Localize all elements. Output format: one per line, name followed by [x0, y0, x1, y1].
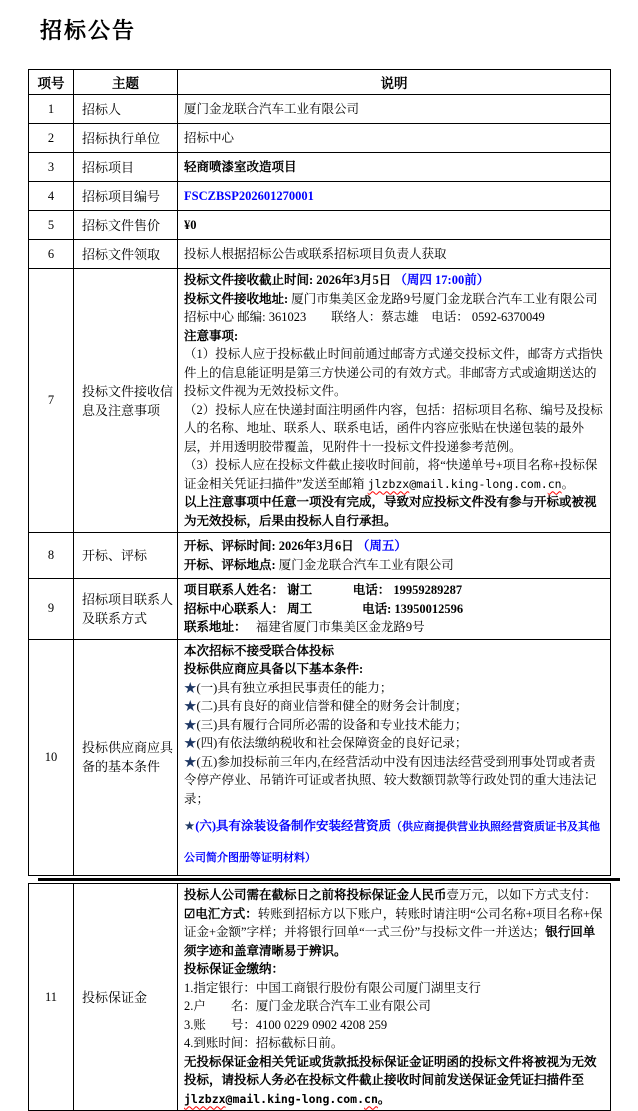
text-segment: (三)具有履行合同所必需的设备和专业技术能力；: [196, 717, 468, 732]
paragraph: [184, 1053, 604, 1109]
paragraph: [184, 401, 604, 457]
text-segment: 开标、评标时间: 2026年3月6日: [184, 539, 357, 553]
row-subject: 招标执行单位: [74, 124, 178, 153]
text-segment: （周四 17:00前）: [394, 273, 490, 287]
row-subject: 招标项目: [74, 153, 178, 182]
text-segment: (四)有依法缴纳税收和社会保障资金的良好记录；: [196, 736, 468, 750]
text-segment: 招标中心联系人： 周工 电话: 13950012596: [184, 601, 464, 616]
text-segment: （3）投标人应在投标文件截止接收时间前，将“快递单号+项目名称+投标保证金相关凭证扫描件”发送至邮箱: [184, 458, 598, 491]
paragraph: [184, 600, 604, 619]
text-segment: 本次招标不接受联合体投标: [184, 643, 335, 658]
text-segment: @mail.king-long.com.: [409, 476, 548, 491]
row-subject: 投标供应商应具备的基本条件: [74, 639, 178, 876]
star-icon: ★: [184, 680, 197, 695]
text-segment: 福建省厦门市集美区金龙路9号: [240, 620, 425, 634]
text-segment: ¥0: [184, 217, 197, 232]
text-segment: ☑: [184, 906, 196, 921]
text-segment: 开标、评标地点:: [184, 557, 279, 572]
row-description: [178, 884, 611, 1111]
text-segment: 招标中心: [184, 130, 235, 145]
row-subject: 招标文件售价: [74, 211, 178, 240]
page: [0, 14, 638, 1106]
paragraph: [184, 979, 604, 998]
table-row: [29, 211, 611, 240]
star-icon: ★: [184, 699, 197, 713]
star-icon: ★: [184, 819, 196, 833]
table-row: [29, 124, 611, 153]
paragraph: [184, 100, 604, 119]
text-segment: 投标保证金缴纳：: [184, 962, 285, 976]
row-description: [178, 269, 611, 533]
paragraph: [184, 327, 604, 346]
text-segment: 厦门金龙联合汽车工业有限公司: [184, 101, 360, 116]
text-segment: 投标文件接收地址:: [184, 291, 292, 306]
paragraph: [184, 679, 604, 698]
row-item-number: 11: [29, 884, 74, 1111]
row-item-number: 2: [29, 124, 74, 153]
row-item-number: 4: [29, 182, 74, 211]
paragraph: [184, 271, 604, 290]
row-subject: 招标人: [74, 95, 178, 124]
paragraph: [184, 456, 604, 493]
paragraph: [184, 660, 604, 679]
paragraph: [184, 158, 604, 177]
text-segment: 4.到账时间：招标截标日前。: [184, 1036, 344, 1050]
text-segment: 无投标保证金相关凭证或货款抵投标保证金证明函的投标文件将被视为无效投标，请投标人务必在投标文件截止接收时间前发送保证金凭证扫描件至: [184, 1054, 597, 1087]
row-description: [178, 533, 611, 579]
paragraph: [184, 129, 604, 148]
paragraph: [184, 1034, 604, 1053]
email-text: jlzbzx: [184, 1091, 226, 1106]
text-segment: 联系地址：: [184, 620, 241, 634]
paragraph: [184, 808, 604, 873]
text-segment: FSCZBSP202601270001: [184, 188, 314, 203]
row-description: [178, 95, 611, 124]
row-item-number: 8: [29, 533, 74, 579]
row-description: [178, 211, 611, 240]
text-segment: (一)具有独立承担民事责任的能力；: [196, 680, 393, 695]
text-segment: 壹万元，以如下方式支付：: [446, 888, 597, 902]
table-row: [29, 95, 611, 124]
paragraph: [184, 187, 604, 206]
text-segment: 注意事项:: [184, 328, 239, 343]
paragraph: [184, 1016, 604, 1035]
email-text: cn: [547, 476, 562, 491]
text-segment: （1）投标人应于投标截止时间前通过邮寄方式递交投标文件，邮寄方式指快件上的信息能证明是第三方快递公司的有效方式。非邮寄方式或逾期送达的投标文件视为无效投标文件。: [184, 347, 603, 398]
email-text: jlzbzx: [367, 476, 410, 491]
row-item-number: 1: [29, 95, 74, 124]
table-row: [29, 153, 611, 182]
table-row: [29, 884, 611, 1111]
paragraph: [184, 493, 604, 530]
paragraph: [184, 618, 604, 637]
table-row: [29, 269, 611, 533]
text-segment: （供应商提供营业执照经营资质证书及其他公司简介图册等证明材料）: [184, 821, 601, 864]
row-subject: 投标保证金: [74, 884, 178, 1111]
text-segment: 转账到招标方以下账户，转账时请注明“公司名称+项目名称+保证金+金额”字样；并将银行回单“一式三份”与投标文件一并送达；: [184, 906, 603, 939]
paragraph: [184, 716, 604, 735]
paragraph: [184, 886, 604, 905]
text-segment: 。: [561, 476, 575, 491]
star-icon: ★: [184, 736, 197, 750]
paragraph: [184, 734, 604, 753]
table-header-row: [29, 70, 611, 95]
paragraph: [184, 581, 604, 600]
star-icon: ★: [184, 717, 197, 732]
tender-table-continued: [28, 883, 611, 1111]
paragraph: [184, 216, 604, 235]
text-segment: （周五）: [356, 539, 407, 553]
col-header-subject: 主题: [74, 70, 178, 95]
paragraph: [184, 556, 604, 575]
text-segment: 投标人公司需在截标日之前将投标保证金人民币: [184, 888, 447, 902]
row-item-number: 6: [29, 240, 74, 269]
row-description: [178, 182, 611, 211]
row-description: [178, 124, 611, 153]
star-icon: ★: [184, 754, 197, 769]
text-segment: 投标文件接收截止时间: 2026年3月5日: [184, 273, 395, 287]
row-description: [178, 639, 611, 876]
text-segment: 厦门市集美区金龙路9号厦门金龙联合汽车工业有限公司招标中心 邮编: 361023 联络人：蔡志雄 电话： 0592-6370049: [184, 291, 598, 324]
text-segment: （2）投标人应在快递封面注明函件内容，包括：招标项目名称、编号及投标人的名称、地址、联系人、联系电话，函件内容应张贴在快递包装的最外层，并用透明胶带覆盖，见附件十一投标文件投递参考范例。: [184, 402, 603, 454]
email-text: cn: [364, 1091, 378, 1106]
text-segment: 项目联系人姓名： 谢工 电话： 19959289287: [184, 583, 463, 597]
table-row: [29, 182, 611, 211]
row-subject: 招标项目编号: [74, 182, 178, 211]
text-segment: 轻商喷漆室改造项目: [184, 159, 297, 174]
paragraph: [184, 905, 604, 961]
text-segment: 3.账 号：4100 0229 0902 4208 259: [184, 1017, 388, 1032]
paragraph: [184, 753, 604, 809]
row-description: [178, 153, 611, 182]
row-item-number: 3: [29, 153, 74, 182]
paragraph: [184, 345, 604, 401]
text-segment: 2.户 名：厦门金龙联合汽车工业有限公司: [184, 999, 431, 1013]
text-segment: 电汇方式：: [195, 906, 258, 921]
paragraph: [184, 245, 604, 264]
text-segment: 投标人根据招标公告或联系招标项目负责人获取: [184, 246, 447, 261]
text-segment: (二)具有良好的商业信誉和健全的财务会计制度；: [196, 699, 468, 713]
paragraph: [184, 697, 604, 716]
paragraph: [184, 290, 604, 327]
page-title: 招标公告: [40, 18, 137, 43]
text-segment: 银行回单须字迹和盖章清晰易于辨识。: [184, 925, 596, 958]
tender-table: [28, 69, 611, 876]
table-row: [29, 240, 611, 269]
text-segment: 以上注意事项中任意一项没有完成，导致对应投标文件没有参与开标或被视为无效投标，后果由投标人自行承担。: [184, 495, 597, 528]
col-header-description: 说明: [178, 70, 611, 95]
table-row: [29, 579, 611, 640]
row-subject: 招标文件领取: [74, 240, 178, 269]
row-item-number: 7: [29, 269, 74, 533]
page-break-divider: [38, 878, 620, 881]
text-segment: (六)具有涂装设备制作安装经营资质: [195, 819, 392, 833]
text-segment: @mail.king-long.com.: [225, 1091, 365, 1106]
paragraph: [184, 997, 604, 1016]
text-segment: (五)参加投标前三年内,在经营活动中没有因违法经营受到刑事处罚或者责令停产停业、吊销许可证或者执照、较大数额罚款等行政处罚的重大违法记录；: [184, 754, 597, 806]
row-item-number: 5: [29, 211, 74, 240]
paragraph: [184, 642, 604, 661]
row-subject: 开标、评标: [74, 533, 178, 579]
table-row: [29, 533, 611, 579]
row-item-number: 9: [29, 579, 74, 640]
row-description: [178, 240, 611, 269]
row-description: [178, 579, 611, 640]
paragraph: [184, 537, 604, 556]
col-header-item-no: 项号: [29, 70, 74, 95]
row-item-number: 10: [29, 639, 74, 876]
paragraph: [184, 960, 604, 979]
table-row: [29, 639, 611, 876]
text-segment: 。: [377, 1091, 391, 1106]
row-subject: 招标项目联系人及联系方式: [74, 579, 178, 640]
text-segment: 投标供应商应具备以下基本条件:: [184, 662, 364, 676]
text-segment: 厦门金龙联合汽车工业有限公司: [278, 557, 454, 572]
row-subject: 投标文件接收信息及注意事项: [74, 269, 178, 533]
text-segment: 1.指定银行：中国工商银行股份有限公司厦门湖里支行: [184, 980, 481, 995]
